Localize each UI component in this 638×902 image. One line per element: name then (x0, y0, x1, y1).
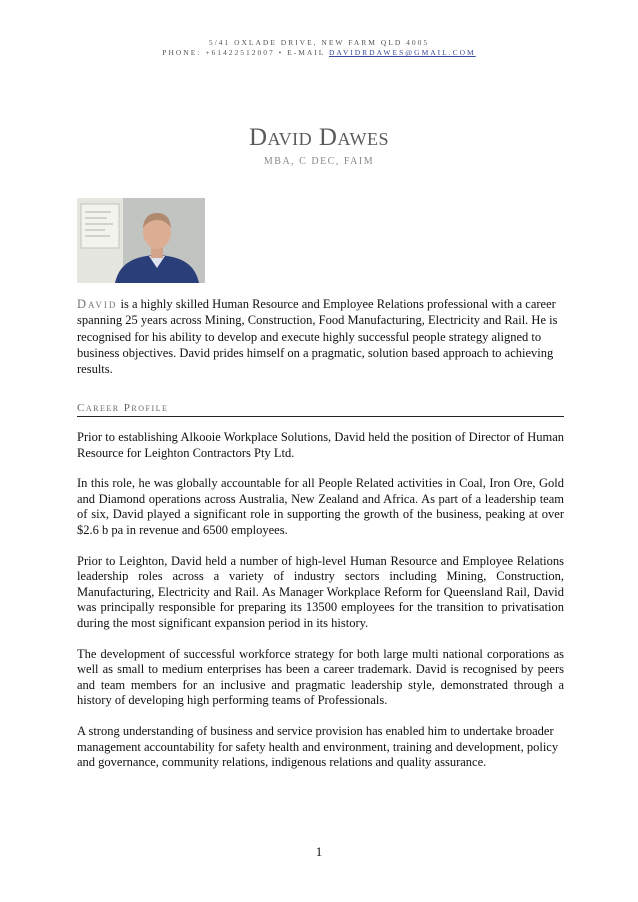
page-number: 1 (315, 844, 323, 859)
phone-label: PHONE: (162, 48, 202, 57)
career-paragraph: The development of successful workforce strategy for both large multi national corporations as well as small to medium enterprises has been a career trademark. David is recognised by peers and team members for an inclusive and pragmatic leadership style, demonstrated through a history of developing high performing teams of Professionals. (77, 646, 564, 708)
person-name: David Dawes (248, 124, 390, 151)
career-paragraph: In this role, he was globally accountable for all People Related activities in Coal, Iron Ore, Gold and Diamond operations across Australia, New Zealand and Africa. As part of a leadership team of six, David played a significant role in supporting the growth of the business, peaking at over $2.6 b pa in revenue and 6500 employees. (77, 476, 564, 537)
email-link[interactable]: DAVIDRDAWES@GMAIL.COM (328, 48, 476, 57)
intro-paragraph (77, 296, 567, 377)
career-profile-body (77, 430, 564, 786)
email-label: E-MAIL (287, 48, 326, 57)
section-heading-career-profile: Career Profile (77, 402, 564, 417)
credentials: MBA, C DEC, FAIM (263, 156, 375, 167)
bullet-separator: • (278, 48, 284, 57)
career-paragraph: A strong understanding of business and service provision has enabled him to undertake broader management accountability for safety health and environment, training and development, policy and governance, community relations, indigenous relations and quality assurance. (77, 723, 559, 770)
career-paragraph: Prior to establishing Alkooie Workplace Solutions, David held the position of Director of Human Resource for Leighton Contractors Pty Ltd. (77, 430, 564, 460)
intro-lead-name: David (77, 297, 118, 311)
contact-block (0, 38, 638, 58)
career-paragraph: Prior to Leighton, David held a number of high-level Human Resource and Employee Relations leadership roles across a variety of industry sectors including Mining, Construction, Manufacturing, Electricity and Rail. As Manager Workplace Reform for Queensland Rail, David was principally responsible for preparing its 13500 employees for the transition to privatisation during the most significant expansion period in its history. (77, 553, 564, 630)
phone-number: +61422512007 (205, 48, 275, 57)
intro-text: is a highly skilled Human Resource and Employee Relations professional with a career spanning 25 years across Mining, Construction, Food Manufacturing, Electricity and Rail. He is recognised for his ability to develop and execute highly successful people strategy aligned to business objectives. David prides himself on a pragmatic, solution based approach to achieving results. (77, 297, 558, 377)
phone-email-line (0, 48, 638, 58)
address-line: 5/41 OXLADE DRIVE, NEW FARM QLD 4005 (208, 38, 430, 47)
profile-photo (77, 198, 205, 283)
